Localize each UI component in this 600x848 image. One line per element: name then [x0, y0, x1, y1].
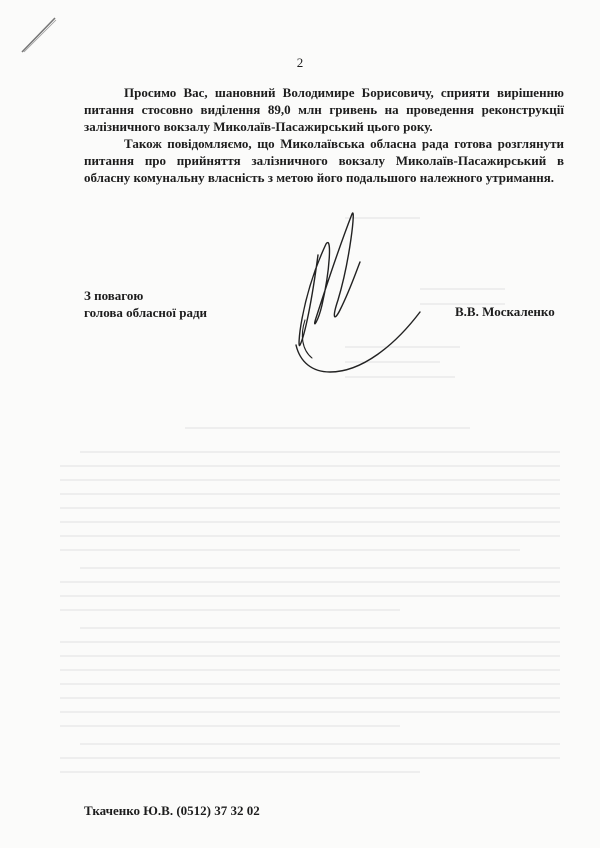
closing-block — [84, 287, 207, 321]
signer-position: голова обласної ради — [84, 305, 208, 320]
page-number: 2 — [296, 55, 304, 70]
notice-paragraph: Також повідомляємо, що Миколаївська обласна рада готова розглянути питання про прийняття залізничного вокзалу Миколаїв-Пасажирський в обласну комунальну власність з метою його подальшого належного утримання. — [84, 136, 564, 185]
executor-contact: Ткаченко Ю.В. (0512) 37 32 02 — [84, 803, 260, 818]
signer-name: В.В. Москаленко — [455, 304, 555, 319]
request-paragraph: Просимо Вас, шановний Володимире Борисовичу, сприяти вирішенню питання стосовно виділення 89,0 млн гривень на проведення реконструкції залізничного вокзалу Миколаїв-Пасажирський цього року. — [84, 85, 564, 134]
salutation: З повагою — [84, 288, 144, 303]
staple-mark — [0, 0, 60, 60]
letter-body — [84, 84, 564, 186]
